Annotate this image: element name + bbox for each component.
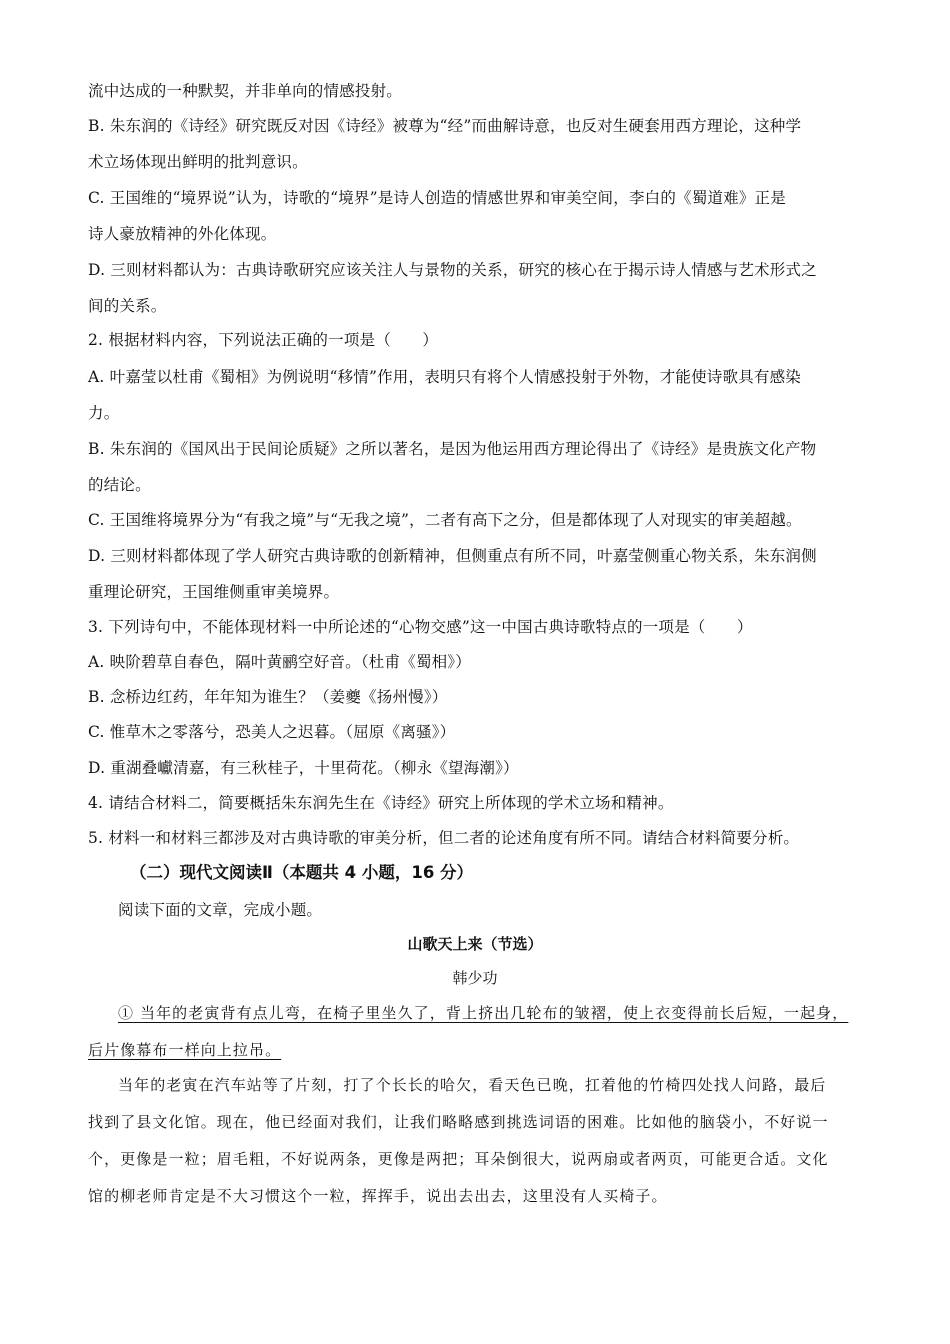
paragraph-2-line3: 个，更像是一粒；眉毛粗，不好说两条，更像是两把；耳朵倒很大，说两扇或者两页，可能更合适。文化 (88, 1150, 829, 1168)
q1-option-a-continued: 流中达成的一种默契，并非单向的情感投射。 (88, 82, 403, 100)
q2-option-d-line1: D. 三则材料都体现了学人研究古典诗歌的创新精神，但侧重点有所不同，叶嘉莹侧重心物关系，朱东润侧 (88, 547, 817, 565)
q2-option-b-line2: 的结论。 (88, 476, 151, 494)
q3-option-d: D. 重湖叠巘清嘉，有三秋桂子，十里荷花。（柳永《望海潮》） (88, 759, 519, 777)
article-title: 山歌天上来（节选） (407, 935, 543, 953)
q2-option-a-line1: A. 叶嘉莹以杜甫《蜀相》为例说明“移情”作用，表明只有将个人情感投射于外物，才能使诗歌具有感染 (88, 368, 801, 386)
q3-option-c: C. 惟草木之零落兮，恐美人之迟暮。（屈原《离骚》） (88, 723, 456, 741)
q3-option-a: A. 映阶碧草自春色，隔叶黄鹂空好音。（杜甫《蜀相》） (88, 653, 471, 671)
q2-stem: 2. 根据材料内容，下列说法正确的一项是（ ） (88, 331, 439, 349)
q4-stem: 4. 请结合材料二，简要概括朱东润先生在《诗经》研究上所体现的学术立场和精神。 (88, 794, 674, 812)
paragraph-2-line1: 当年的老寅在汽车站等了片刻，打了个长长的哈欠，看天色已晚，扛着他的竹椅四处找人问路，最后 (118, 1076, 827, 1094)
paragraph-2-line4: 馆的柳老师肯定是不大习惯这个一粒，挥挥手，说出去出去，这里没有人买椅子。 (88, 1187, 668, 1205)
q3-stem: 3. 下列诗句中，不能体现材料一中所论述的“心物交感”这一中国古典诗歌特点的一项是（ ） (88, 618, 753, 636)
q3-option-b: B. 念桥边红药，年年知为谁生？（姜夔《扬州慢》） (88, 688, 448, 706)
q2-option-b-line1: B. 朱东润的《国风出于民间论质疑》之所以著名，是因为他运用西方理论得出了《诗经》是贵族文化产物 (88, 440, 817, 458)
q1-option-d-line1: D. 三则材料都认为：古典诗歌研究应该关注人与景物的关系，研究的核心在于揭示诗人情感与艺术形式之 (88, 261, 817, 279)
paragraph-1-line1: ① 当年的老寅背有点儿弯，在椅子里坐久了，背上挤出几轮布的皱褶，使上衣变得前长后短，一起身， (118, 1004, 849, 1022)
q2-option-d-line2: 重理论研究，王国维侧重审美境界。 (88, 583, 340, 601)
paragraph-2-line2: 找到了县文化馆。现在，他已经面对我们，让我们略略感到挑选词语的困难。比如他的脑袋小，不好说一 (88, 1113, 829, 1131)
section-instruction: 阅读下面的文章，完成小题。 (118, 901, 323, 919)
article-author: 韩少功 (452, 969, 498, 987)
section-heading: （二）现代文阅读Ⅱ（本题共 4 小题，16 分） (130, 863, 474, 882)
q1-option-c-line2: 诗人豪放精神的外化体现。 (88, 225, 277, 243)
q1-option-c-line1: C. 王国维的“境界说”认为，诗歌的“境界”是诗人创造的情感世界和审美空间，李白的《蜀道难》正是 (88, 189, 786, 207)
q2-option-c-line1: C. 王国维将境界分为“有我之境”与“无我之境”，二者有高下之分，但是都体现了人对现实的审美超越。 (88, 511, 802, 529)
q5-stem: 5. 材料一和材料三都涉及对古典诗歌的审美分析，但二者的论述角度有所不同。请结合材料简要分析。 (88, 829, 800, 847)
q1-option-b-line1: B. 朱东润的《诗经》研究既反对因《诗经》被尊为“经”而曲解诗意，也反对生硬套用西方理论，这种学 (88, 117, 802, 135)
q2-option-a-line2: 力。 (88, 404, 120, 422)
q1-option-b-line2: 术立场体现出鲜明的批判意识。 (88, 153, 308, 171)
q1-option-d-line2: 间的关系。 (88, 297, 167, 315)
paragraph-1-line2: 后片像幕布一样向上拉吊。 (88, 1041, 282, 1059)
